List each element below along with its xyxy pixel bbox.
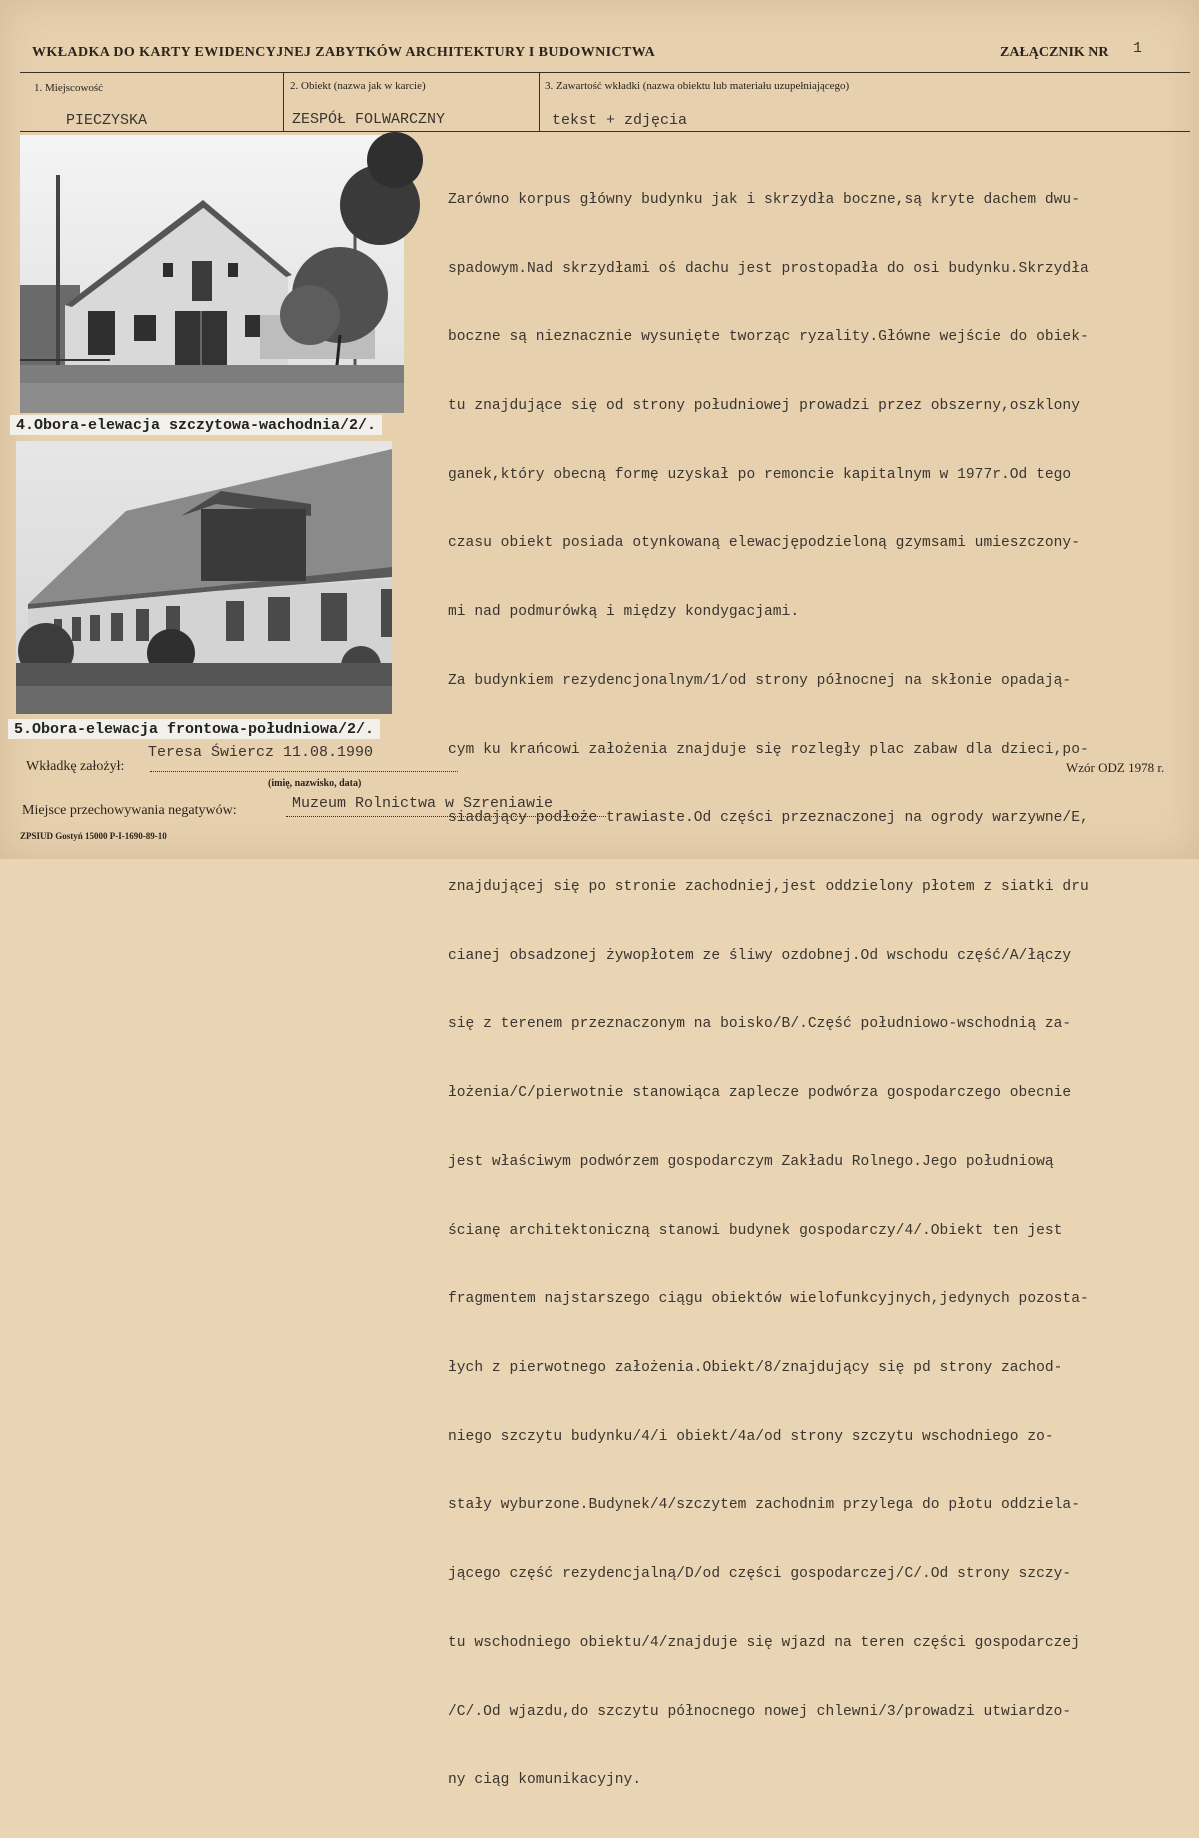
text-line: tu wschodniego obiektu/4/znajduje się wjazd na teren części gospodarczej [448,1634,1080,1651]
text-line: fragmentem najstarszego ciągu obiektów wielofunkcyjnych,jedynych pozosta- [448,1291,1089,1308]
object-label-note: (nazwa jak w karcie) [333,80,426,92]
field-separator-2 [539,73,540,131]
negatives-value: Muzeum Rolnictwa w Szreniawie [292,795,554,812]
text-line: siadający podłoże trawiaste.Od części przeznaczonej na ogrody warzywne/E, [448,810,1089,827]
photo-caption-1: 4.Obora-elewacja szczytowa-wachodnia/2/. [10,415,382,435]
text-line: niego szczytu budynku/4/i obiekt/4a/od strony szczytu wschodniego zo- [448,1428,1054,1445]
text-line: mi nad podmurówką i między kondygacjami. [448,604,800,621]
text-line: stały wyburzone.Budynek/4/szczytem zachodnim przylega do płotu oddziela- [448,1497,1080,1514]
text-line: cianej obsadzonej żywopłotem ze śliwy ozdobnej.Od wschodu część/A/łączy [448,947,1072,964]
fields-divider [20,131,1190,132]
text-line: łożenia/C/pierwotnie stanowiąca zaplecze podwórza gospodarczego obecnie [448,1085,1072,1102]
photo-caption-2: 5.Obora-elewacja frontowa-południowa/2/. [8,719,380,739]
content-value: tekst + zdjęcia [552,112,688,129]
printer-note: ZPSIUD Gostyń 15000 P-I-1690-89-10 [20,831,167,841]
text-line: ścianę architektoniczną stanowi budynek gospodarczy/4/.Obiekt ten jest [448,1222,1063,1239]
object-value: ZESPÓŁ FOLWARCZNY [292,111,446,128]
photo-barn-front [16,441,392,714]
description-text [448,143,1196,1838]
text-line: jącego część rezydencjalną/D/od części gospodarczej/C/.Od strony szczy- [448,1566,1072,1583]
field-separator-1 [283,73,284,131]
negatives-line [286,816,606,817]
inserted-by-note: (imię, nazwisko, data) [268,778,362,789]
text-line: cym ku krańcowi założenia znajduje się rozległy plac zabaw dla dzieci,po- [448,741,1089,758]
photo-barn-gable [20,135,404,413]
text-line: znajdującej się po stronie zachodniej,jest oddzielony płotem z siatki dru [448,879,1089,895]
text-line: Za budynkiem rezydencjonalnym/1/od strony północnej na skłonie opadają- [448,672,1072,689]
object-label-text: 2. Obiekt [290,80,331,92]
inserted-by-value: Teresa Świercz 11.08.1990 [148,744,374,761]
text-line: ganek,który obecną formę uzyskał po remoncie kapitalnym w 1977r.Od tego [448,466,1072,483]
inserted-by-line [150,771,458,772]
header-divider [20,72,1190,73]
object-label [290,80,426,92]
attachment-number: 1 [1133,40,1143,57]
text-line: spadowym.Nad skrzydłami oś dachu jest prostopadła do osi budynku.Skrzydła [448,260,1089,277]
text-line: ny ciąg komunikacyjny. [448,1772,642,1789]
inserted-by-label: Wkładkę założył: [26,759,125,774]
text-line: /C/.Od wjazdu,do szczytu północnego nowej chlewni/3/prowadzi utwiardzo- [448,1703,1072,1720]
locality-value: PIECZYSKA [66,112,148,129]
text-line: się z terenem przeznaczonym na boisko/B/.Część południowo-wschodnią za- [448,1016,1072,1033]
text-line: czasu obiekt posiada otynkowaną elewacjępodzieloną gzymsami umieszczony- [448,535,1080,552]
locality-label: 1. Miejscowość [34,82,104,94]
text-line: jest właściwym podwórzem gospodarczym Zakładu Rolnego.Jego południową [448,1153,1054,1170]
text-line: łych z pierwotnego założenia.Obiekt/8/znajdujący się pd strony zachod- [448,1360,1063,1377]
card-title: WKŁADKA DO KARTY EWIDENCYJNEJ ZABYTKÓW ARCHITEKTURY I BUDOWNICTWA [32,45,656,60]
text-line: tu znajdujące się od strony południowej prowadzi przez obszerny,oszklony [448,397,1080,414]
text-line: Zarówno korpus główny budynku jak i skrzydła boczne,są kryte dachem dwu- [448,191,1080,208]
negatives-label: Miejsce przechowywania negatywów: [22,803,237,818]
template-note: Wzór ODZ 1978 r. [1066,760,1165,775]
text-line: boczne są nieznacznie wysunięte tworząc ryzality.Główne wejście do obiek- [448,329,1089,346]
content-label [545,80,849,92]
content-label-note: (nazwa obiektu lub materiału uzupełniającego) [642,80,850,92]
attachment-label: ZAŁĄCZNIK NR [1000,45,1109,60]
content-label-text: 3. Zawartość wkładki [545,80,640,92]
